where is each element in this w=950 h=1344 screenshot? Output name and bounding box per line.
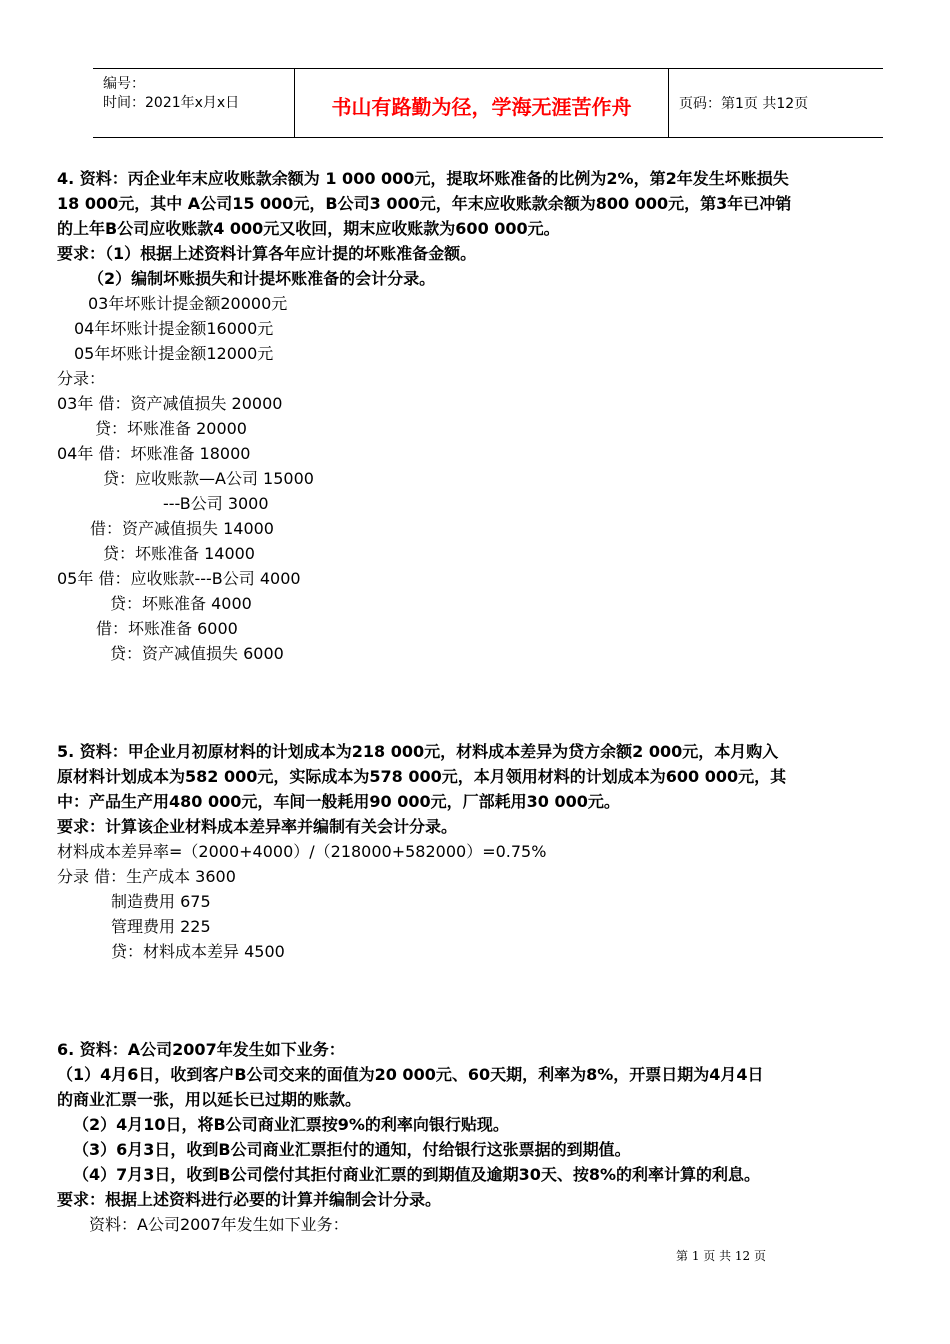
sec5-answer-line: 分录 借：生产成本 3600 [57,867,236,886]
sec6-requirement: 要求：根据上述资料进行必要的计算并编制会计分录。 [57,1190,442,1209]
sec4-answer-line: 03年坏账计提金额20000元 [88,294,288,313]
sec5-answer-line: 管理费用 225 [111,917,211,936]
sec4-answer-line: 贷：坏账准备 14000 [103,544,255,563]
sec5-question-line-2: 原材料计划成本为582 000元，实际成本为578 000元，本月领用材料的计划成本为600 000元，其 [57,767,787,786]
sec6-answer-line: 资料：A公司2007年发生如下业务： [89,1215,349,1234]
sec6-question-line-1: 6. 资料：A公司2007年发生如下业务： [57,1040,345,1059]
sec6-item-2: （2）4月10日，将B公司商业汇票按9%的利率向银行贴现。 [73,1115,509,1134]
header-time-label: 时间：2021年x月x日 [103,95,240,111]
sec6-item-1: （1）4月6日，收到客户B公司交来的面值为20 000元、60天期，利率为8%，开票日期为4月4日 [57,1065,764,1084]
sec5-question-line-3: 中：产品生产用480 000元，车间一般耗用90 000元，厂部耗用30 000元。 [57,792,620,811]
sec4-answer-line: 分录： [57,369,106,388]
header-number-label: 编号： [103,76,145,92]
header-divider-right [668,69,669,137]
sec4-requirement-1: 要求：（1）根据上述资料计算各年应计提的坏账准备金额。 [57,244,477,263]
sec6-item-1-cont: 的商业汇票一张，用以延长已过期的账款。 [57,1090,362,1109]
sec5-answer-line: 制造费用 675 [111,892,211,911]
sec5-question-line-1: 5. 资料：甲企业月初原材料的计划成本为218 000元，材料成本差异为贷方余额2 000元，本月购入 [57,742,779,761]
sec4-question-line-2: 18 000元，其中 A公司15 000元，B公司3 000元，年末应收账款余额为800 000元，第3年已冲销 [57,194,792,213]
sec4-answer-line: 借：资产减值损失 14000 [90,519,274,538]
sec4-answer-line: 05年坏账计提金额12000元 [74,344,274,363]
sec4-answer-line: 贷：坏账准备 4000 [110,594,252,613]
sec6-item-3: （3）6月3日，收到B公司商业汇票拒付的通知，付给银行这张票据的到期值。 [73,1140,631,1159]
sec5-answer-line: 材料成本差异率=（2000+4000）/（218000+582000）=0.75% [57,842,547,861]
sec4-answer-line: 05年 借：应收账款---B公司 4000 [57,569,301,588]
footer-page-number: 第 1 页 共 12 页 [676,1249,766,1263]
sec4-answer-line: 03年 借：资产减值损失 20000 [57,394,283,413]
sec4-answer-line: 04年 借：坏账准备 18000 [57,444,251,463]
sec4-answer-line: 借：坏账准备 6000 [96,619,238,638]
sec5-requirement: 要求：计算该企业材料成本差异率并编制有关会计分录。 [57,817,458,836]
sec4-answer-line: 贷：坏账准备 20000 [95,419,247,438]
sec4-answer-line: ---B公司 3000 [163,494,269,513]
sec4-answer-line: 贷：资产减值损失 6000 [110,644,284,663]
header-table [93,68,883,138]
sec4-question-line-1: 4. 资料：丙企业年末应收账款余额为 1 000 000元，提取坏账准备的比例为2%，第2年发生坏账损失 [57,169,789,188]
sec5-answer-line: 贷：材料成本差异 4500 [111,942,285,961]
sec4-answer-line: 贷：应收账款—A公司 15000 [103,469,314,488]
sec4-answer-line: 04年坏账计提金额16000元 [74,319,274,338]
sec6-item-4: （4）7月3日，收到B公司偿付其拒付商业汇票的到期值及逾期30天、按8%的利率计算的利息。 [73,1165,761,1184]
sec4-question-line-3: 的上年B公司应收账款4 000元又收回，期末应收账款为600 000元。 [57,219,560,238]
header-page-label: 页码：第1页 共12页 [679,96,809,112]
header-motto: 书山有路勤为径，学海无涯苦作舟 [331,95,632,119]
sec4-requirement-2: （2）编制坏账损失和计提坏账准备的会计分录。 [88,269,436,288]
